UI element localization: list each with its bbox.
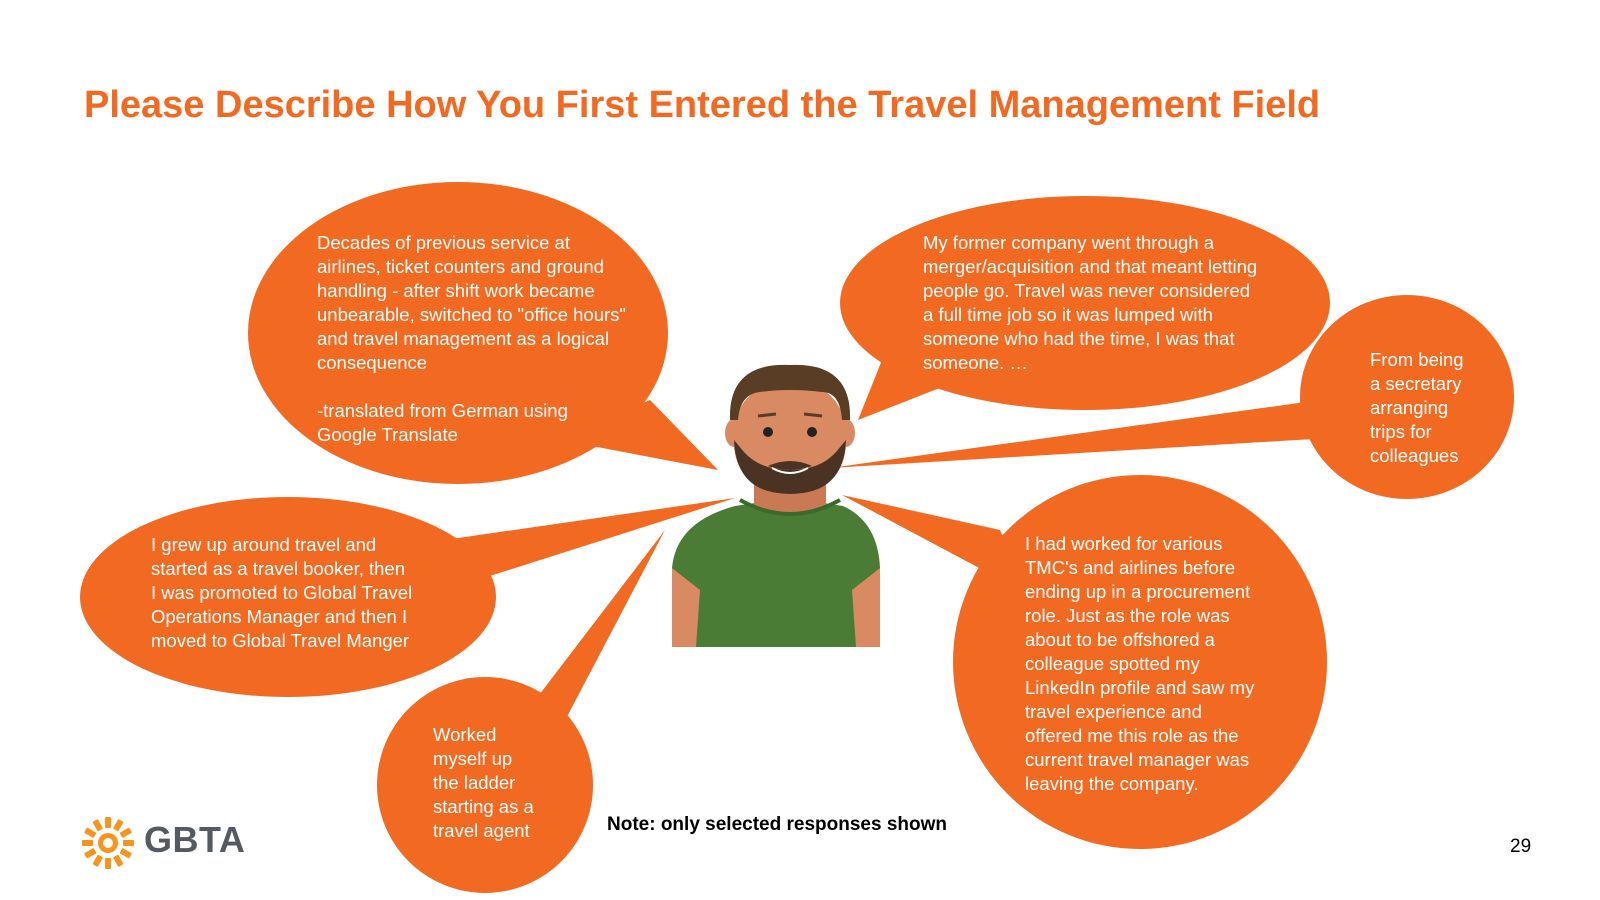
response-procurement: I had worked for various TMC's and airlines before ending up in a procurement role. Just as the role was about to be offshored a colleague spotted my LinkedIn profile and saw my travel experience and offered me this role as the current travel manager was leaving the company.	[1025, 533, 1255, 794]
response-ladder: Worked myself up the ladder starting as a travel agent	[433, 724, 534, 841]
response-grew-up: I grew up around travel and started as a travel booker, then I was promoted to Global Travel Operations Manager and then I moved to Global Travel Manger	[151, 534, 413, 651]
footnote: Note: only selected responses shown	[607, 814, 947, 835]
response-merger: My former company went through a merger/acquisition and that meant letting people go. Travel was never considered a full time job so it was lumped with someone who had the time, I was that someone. …	[923, 232, 1258, 373]
gbta-wordmark: GBTA	[144, 819, 246, 860]
gbta-logo	[80, 815, 280, 870]
page-title: Please Describe How You First Entered the Travel Management Field	[84, 84, 1321, 126]
response-secretary: From being a secretary arranging trips for colleagues	[1370, 349, 1464, 466]
page-number: 29	[1510, 836, 1532, 857]
gbta-sun-icon	[80, 815, 136, 871]
response-airlines: Decades of previous service at airlines, ticket counters and ground handling - after shift work became unbearable, switched to "office hours" and travel management as a logical consequence -translated from German using Google Translate	[317, 232, 626, 445]
